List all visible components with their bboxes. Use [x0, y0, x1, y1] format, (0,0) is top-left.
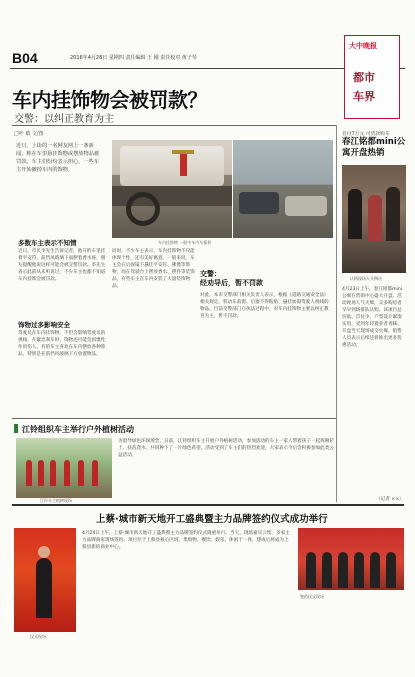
tree-photo-caption: 江铃车主植树现场: [40, 498, 72, 503]
person-shape: [26, 460, 32, 486]
tree-headline-marker: [14, 424, 18, 433]
column-divider: [336, 125, 337, 502]
car-photo-caption: 车内挂饰物 一般中车内车情景: [158, 240, 212, 245]
person-shape: [50, 460, 56, 486]
ceremony-photo-caption: 签约仪式现场: [300, 594, 324, 599]
steering-wheel-shape: [126, 192, 160, 226]
hanging-ornament-shape: [180, 154, 187, 176]
sales-event-photo: [342, 165, 406, 273]
section-name-line1: 都市: [353, 71, 375, 84]
car-interior-photo: [112, 140, 232, 238]
section-name-line2: 车界: [353, 90, 375, 103]
tree-headline: 江铃组织车主举行户外植树活动: [22, 425, 134, 434]
person-shape: [64, 460, 70, 486]
person-shape: [322, 552, 332, 588]
speaker-shape: [36, 558, 52, 618]
right-body: 4月23日上午，春江铭都mini公寓在营销中心盛大开盘。活动现场人气火爆，众多购房者早早到场排队认购。该项目总价低、首付少，户型设计紧凑实用，受到年轻置业者青睐。开盘当天现场成交火爆，销售人员表示后续还将推出更多优惠活动。: [342, 287, 403, 348]
page-code: B04: [12, 50, 38, 66]
answer-heading-line2: 经劝导后，暂不罚款: [200, 279, 263, 287]
person-shape: [370, 552, 380, 588]
answer-heading: [200, 270, 263, 288]
story-divider: [12, 418, 336, 419]
right-headline: 春江铭都mini公寓开盘热销: [342, 137, 406, 158]
section-text-2: 驾驶员在车内挂饰物，不但会影响驾驶员的视线，在紧急刹车时，饰物还可能会因惯性作用伤人。有的车主喜欢在车内摆放各种饰品，特别是在前挡风玻璃下方放置物品。: [18, 331, 106, 357]
main-byline: □叶 敏 文/图: [14, 131, 44, 137]
section-title-1: 多数车主表示不知情: [18, 239, 77, 247]
person-shape: [386, 552, 396, 588]
person-shape: [38, 460, 44, 486]
person-shape: [92, 460, 98, 486]
answer-text: 对此，本市交警部门相关负责人表示，根据《道路交通安全法》相关规定，机动车前窗、后窗不得粘贴、悬挂妨碍驾驶人视线的物品。目前交警部门在执法过程中，对车内挂饰物主要以纠正教育为主，暂不罚款。: [200, 293, 329, 319]
headline-rule: [12, 125, 336, 126]
person-shape: [306, 552, 316, 588]
header-meta: 2016年4月28日 星期四 责任编辑 王 刚 责任校对 黄子琴: [70, 55, 197, 61]
person-shape: [78, 460, 84, 486]
col2-text: 同时，不少车主表示，车内挂饰物不仅能体现个性，还有美好寓意。一般来说，车主会在后视镜下悬挂平安符、佛像等饰物，而在驾驶台上摆放香水、摆件等装饰品，有些车主在车内安装了大量装饰物品。: [112, 249, 195, 289]
person-shape: [354, 552, 364, 588]
ceremony-photo: [298, 528, 404, 590]
speaker-head-shape: [38, 546, 50, 558]
section-text-1: 近日，市民李先生告诉记者，他开的车里挂着平安符、前挡风玻璃下面摆着香水座，朋友提醒他说这样可能会被交警罚款。李先生表示此前从未听说过，不少车主也都不知道车内挂饰会被罚款。: [18, 249, 106, 282]
ad-text: 4月24日上午，上蔡·城市新天地开工盛典暨主力品牌签约仪式隆重举行。当天，现场嘉宾云集，多家主力品牌商家现场签约。项目位于上蔡县核心区域，集购物、餐饮、娱乐、休闲于一体，建成后将成为上蔡县新的商业中心。: [82, 531, 290, 550]
ad-headline: 上蔡·城市新天地开工盛典暨主力品牌签约仪式成功举行: [96, 514, 328, 525]
stage-photo-caption: 仪式现场: [30, 634, 46, 639]
right-signature: （记者 ××）: [376, 497, 404, 502]
main-lead: 近日，上街的一名网友网上一条新闻，称在车里悬挂饰物或摆放物品被罚款，车主们纷纷表示担心，一些车主开始撤掉车内的饰物。: [16, 143, 100, 173]
car-shape: [285, 196, 327, 216]
person-shape: [386, 187, 400, 241]
sales-photo-caption: 认购现场人头攒动: [350, 276, 382, 281]
car-shape: [239, 192, 279, 214]
section-title-2: 饰物过多影响安全: [18, 321, 70, 329]
person-shape: [348, 189, 362, 239]
tree-planting-photo: [16, 438, 112, 498]
answer-heading-line1: 交警：: [200, 270, 221, 278]
stage-photo: [14, 528, 76, 632]
main-headline: 车内挂饰物会被罚款？: [12, 88, 207, 112]
section-brand: [344, 35, 400, 119]
paper-logo: 大中晚报: [349, 42, 377, 50]
person-shape: [368, 195, 382, 241]
tree-text: 为倡导绿色环保理念，日前，江铃组织车主开展户外植树活动，参加活动的车主一家人带着孩子一起挥锹铲土、扶苗浇水，共同种下了一片绿色希望。活动受到了车主们的热烈欢迎，大家表示今后会积极参加此类公益活动。: [118, 439, 334, 458]
right-kicker: 首付7万元 可货款购车: [342, 132, 390, 137]
main-subhead: 交警：以纠正教育为主: [14, 114, 114, 125]
ad-divider: [12, 504, 404, 506]
person-shape: [338, 552, 348, 588]
street-photo: [233, 140, 333, 238]
